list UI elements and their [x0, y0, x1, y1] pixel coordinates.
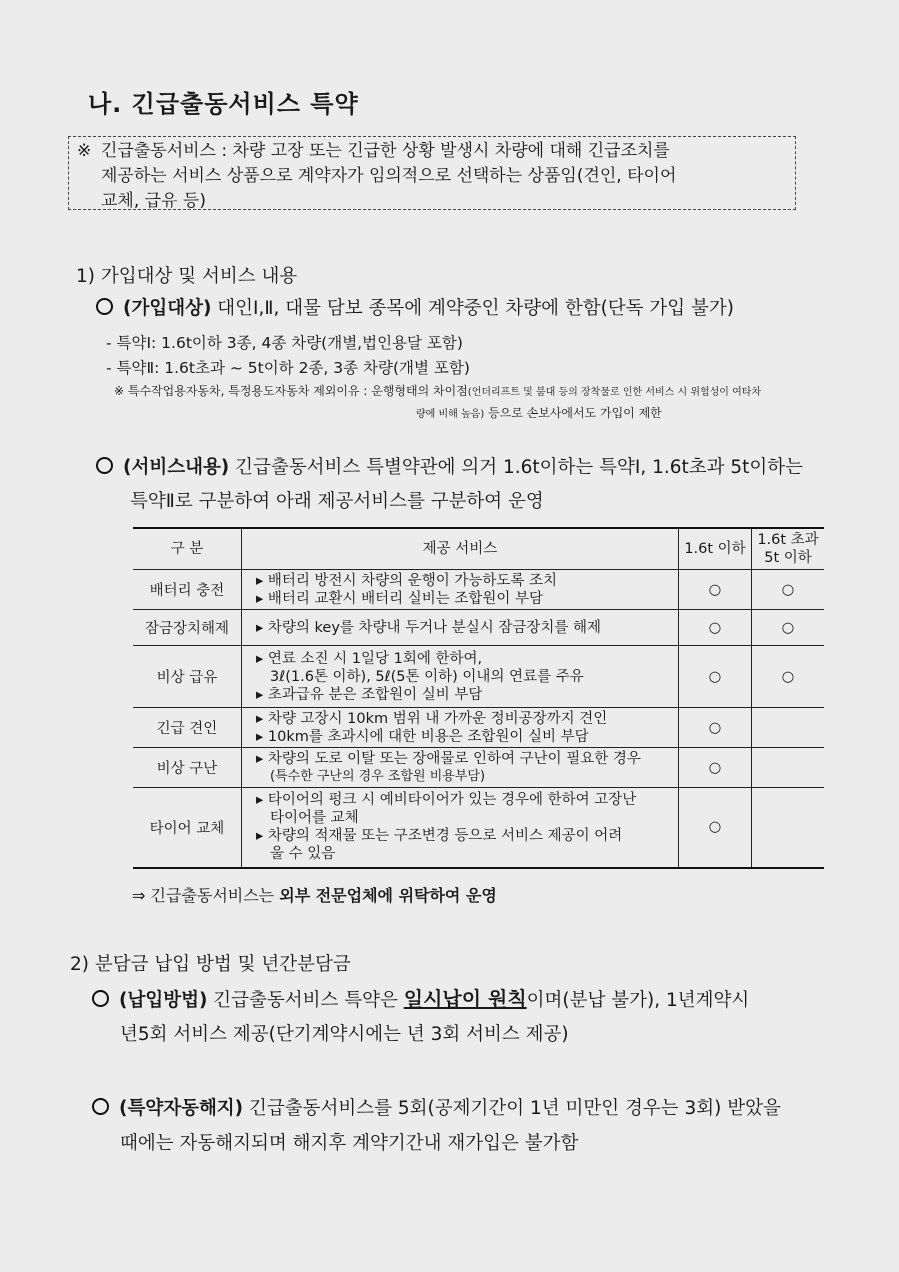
service-line: ▸ 배터리 교환시 배터리 실비는 조합원이 부담 — [256, 590, 544, 607]
check-under-1-6t: ○ — [679, 748, 752, 788]
service-label: (서비스내용) — [123, 457, 230, 478]
termination-label: (특약자동해지) — [119, 1098, 244, 1119]
page-title: 나. 긴급출동서비스 특약 — [88, 90, 359, 118]
row-category: 잠금장치해제 — [133, 610, 242, 646]
header-category: 구 분 — [133, 528, 242, 570]
row-category: 긴급 견인 — [133, 708, 242, 748]
arrow-icon: ⇒ — [132, 886, 146, 905]
table-row — [133, 788, 824, 868]
header-under-1-6t: 1.6t 이하 — [679, 528, 752, 570]
service-line: ▸ 초과급유 분은 조합원이 실비 부담 — [256, 686, 483, 703]
row-category: 비상 구난 — [133, 748, 242, 788]
eligibility-sub-2: - 특약Ⅱ: 1.6t초과 ~ 5t이하 2종, 3종 차량(개별 포함) — [106, 359, 470, 377]
payment-text-2: 이며(분납 불가), 1년계약시 — [526, 990, 750, 1011]
service-line: (특수한 구난의 경우 조합원 비용부담) — [270, 768, 486, 784]
payment-text-1: 긴급출동서비스 특약은 — [207, 990, 404, 1011]
termination-bullet — [92, 1094, 781, 1124]
row-category: 타이어 교체 — [133, 788, 242, 868]
note-line-3: 교체, 급유 등) — [101, 191, 206, 211]
circle-bullet-icon — [92, 990, 109, 1007]
table-row — [133, 646, 824, 708]
outsourcing-note — [132, 883, 497, 906]
service-line: ▸ 10km를 초과시에 대한 비용은 조합원이 실비 부담 — [256, 728, 589, 745]
row-service — [242, 570, 679, 610]
exclusion-line-2 — [114, 403, 859, 425]
check-under-1-6t: ○ — [679, 708, 752, 748]
termination-text-2: 때에는 자동해지되며 해지후 계약기간내 재가입은 불가함 — [120, 1133, 579, 1154]
check-1-6t-to-5t: ○ — [752, 646, 825, 708]
check-under-1-6t: ○ — [679, 646, 752, 708]
row-category: 배터리 충전 — [133, 570, 242, 610]
service-line: ▸ 연료 소진 시 1일당 1회에 한하여, — [256, 650, 483, 667]
service-table — [133, 527, 824, 869]
note-line-2: 제공하는 서비스 상품으로 계약자가 임의적으로 선택하는 상품임(견인, 타이어 — [101, 166, 677, 186]
header-under-5t: 5t 이하 — [764, 550, 812, 566]
header-1-6t-to-5t — [752, 528, 825, 570]
note-line-1 — [77, 139, 787, 164]
service-line: 타이어를 교체 — [270, 810, 359, 827]
check-1-6t-to-5t: ○ — [752, 610, 825, 646]
outsourcing-bold: 외부 전문업체에 위탁하여 운영 — [279, 886, 497, 905]
section-1-title: 1) 가입대상 및 서비스 내용 — [76, 266, 298, 287]
definition-note-box — [68, 136, 796, 210]
check-under-1-6t: ○ — [679, 788, 752, 868]
check-under-1-6t: ○ — [679, 570, 752, 610]
check-under-1-6t: ○ — [679, 610, 752, 646]
exclusion-tail: 등으로 손보사에서도 가입이 제한 — [484, 406, 662, 420]
eligibility-label: (가입대상) — [123, 298, 212, 319]
header-over-1-6t: 1.6t 초과 — [757, 532, 819, 548]
service-text-2: 특약Ⅱ로 구분하여 아래 제공서비스를 구분하여 운영 — [130, 491, 544, 512]
payment-underline: 일시납이 원칙 — [403, 987, 527, 1011]
section-2-title: 2) 분담금 납입 방법 및 년간분담금 — [70, 954, 351, 975]
service-line: ▸ 차량의 적재물 또는 구조변경 등으로 서비스 제공이 어려 — [256, 828, 623, 845]
exclusion-main: ※ 특수작업용자동차, 특정용도자동차 제외이유 : 운행형태의 차이점 — [114, 384, 468, 398]
service-line: 울 수 있음 — [270, 846, 336, 863]
service-line: ▸ 차량의 key를 차량내 두거나 분실시 잠금장치를 해제 — [256, 619, 602, 636]
circle-bullet-icon — [96, 298, 113, 315]
service-bullet — [96, 453, 803, 483]
table-row — [133, 570, 824, 610]
eligibility-text: 대인Ⅰ,Ⅱ, 대물 담보 종목에 계약중인 차량에 한함(단독 가입 불가) — [211, 298, 734, 319]
service-text-1: 긴급출동서비스 특별약관에 의거 1.6t이하는 특약Ⅰ, 1.6t초과 5t이하는 — [229, 457, 804, 478]
service-line: ▸ 배터리 방전시 차량의 운행이 가능하도록 조치 — [256, 572, 558, 589]
eligibility-sub-1: - 특약Ⅰ: 1.6t이하 3종, 4종 차량(개별,법인용달 포함) — [106, 334, 463, 352]
check-1-6t-to-5t — [752, 748, 825, 788]
termination-text-1: 긴급출동서비스를 5회(공제기간이 1년 미만인 경우는 3회) 받았을 — [243, 1098, 781, 1119]
row-service — [242, 788, 679, 868]
row-service — [242, 646, 679, 708]
table-header-row — [133, 528, 824, 570]
payment-bullet — [92, 984, 749, 1016]
check-1-6t-to-5t — [752, 708, 825, 748]
circle-bullet-icon — [92, 1098, 109, 1115]
eligibility-bullet — [96, 294, 734, 324]
note-mark: ※ — [77, 141, 92, 161]
table-row — [133, 610, 824, 646]
note-text-1: 긴급출동서비스 : 차량 고장 또는 긴급한 상황 발생시 차량에 대해 긴급조치를 — [101, 141, 670, 161]
payment-text-3: 년5회 서비스 제공(단기계약시에는 년 3회 서비스 제공) — [120, 1024, 569, 1045]
outsourcing-text: 긴급출동서비스는 — [145, 886, 280, 905]
exclusion-note — [114, 381, 859, 425]
service-line: 3ℓ(1.6톤 이하), 5ℓ(5톤 이하) 이내의 연료를 주유 — [270, 668, 584, 685]
payment-label: (납입방법) — [119, 990, 208, 1011]
table-row — [133, 708, 824, 748]
check-1-6t-to-5t — [752, 788, 825, 868]
row-service — [242, 708, 679, 748]
row-service — [242, 748, 679, 788]
service-line: ▸ 차량 고장시 10km 범위 내 가까운 정비공장까지 견인 — [256, 710, 608, 727]
exclusion-small-1: (언더리프트 및 붐대 등의 장착물로 인한 서비스 시 위험성이 여타차 — [467, 387, 762, 398]
service-line: ▸ 차량의 도로 이탈 또는 장애물로 인하여 구난이 필요한 경우 — [256, 750, 641, 767]
service-line: ▸ 타이어의 펑크 시 예비타이어가 있는 경우에 한하여 고장난 — [256, 792, 637, 809]
exclusion-small-2: 량에 비해 높음) — [416, 409, 485, 420]
circle-bullet-icon — [96, 457, 113, 474]
check-1-6t-to-5t: ○ — [752, 570, 825, 610]
row-service — [242, 610, 679, 646]
header-service: 제공 서비스 — [242, 528, 679, 570]
table-row — [133, 748, 824, 788]
row-category: 비상 급유 — [133, 646, 242, 708]
exclusion-line-1 — [114, 381, 859, 403]
